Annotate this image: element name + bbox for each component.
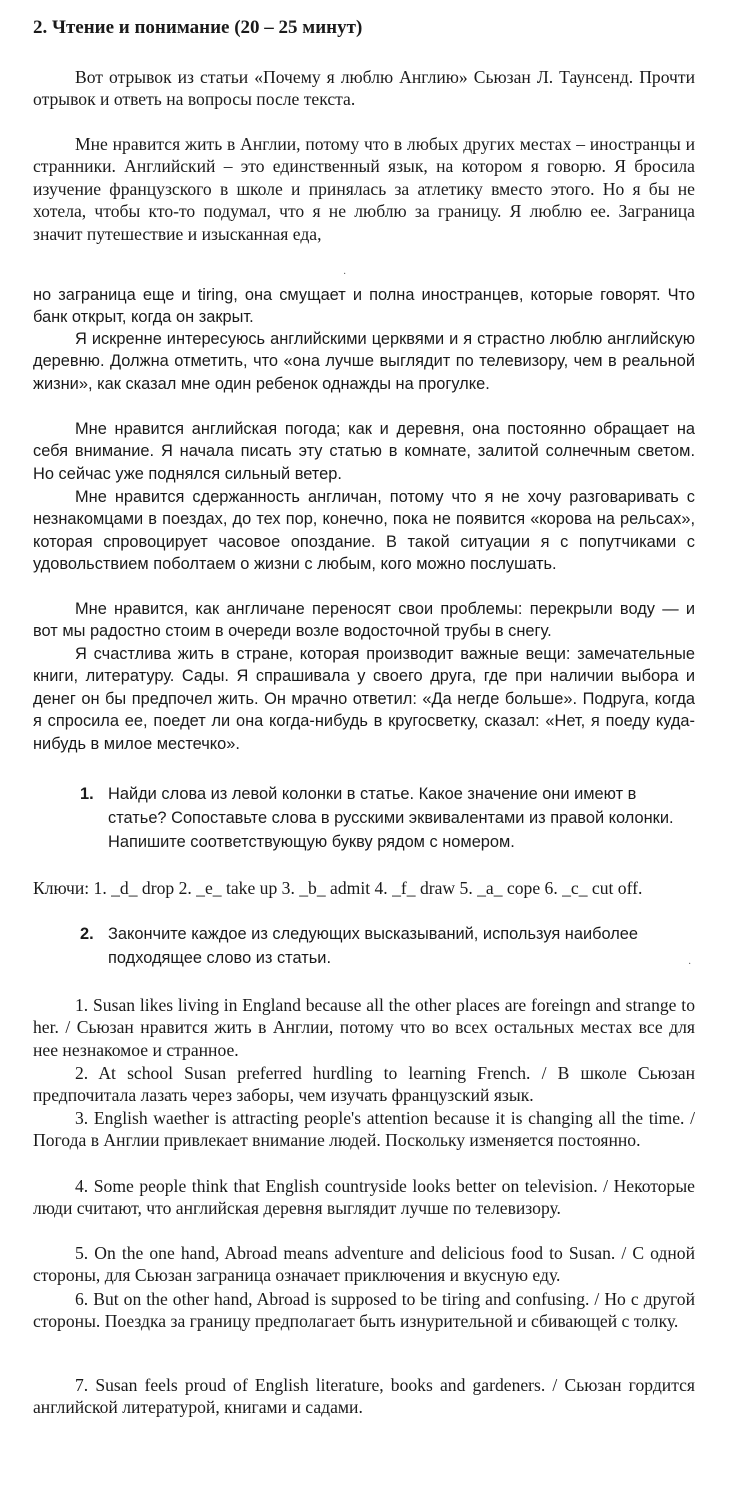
answer-3: 3. English waether is attracting people's attention because it is changing all the time. / Погода в Англии привлекает внимание людей. Поскольку изменяется постоянно.: [33, 1108, 695, 1151]
passage-paragraph-3: Я искренне интересуюсь английскими церквями и я страстно люблю английскую деревню. Должна отметить, что «она лучше выглядит по телевизору, чем в реальной жизни», как сказал мне один ребенок однажды на прогулке.: [33, 330, 695, 393]
answer-5: 5. On the one hand, Abroad means adventure and delicious food to Susan. / С одной стороны, для Сьюзан заграница означает приключения и вкусную еду.: [33, 1243, 695, 1286]
task-2-text: Закончите каждое из следующих высказываний, используя наиболее подходящее слово из статьи.: [108, 925, 639, 967]
task-1-text: Найди слова из левой колонки в статье. Какое значение они имеют в статье? Сопоставьте слова в русскими эквивалентами из правой колонки. Напишите соответствующую букву рядом с номером.: [108, 785, 674, 851]
scan-speck: ·: [688, 959, 692, 970]
task-2-number: 2.: [80, 925, 94, 943]
answer-1: 1. Susan likes living in England because all the other places are foreingn and strange to her. / Сьюзан нравится жить в Англии, потому что во всех остальных местах все для нее незнакомое и странное.: [33, 995, 695, 1060]
task-1-number: 1.: [80, 785, 94, 803]
answer-2: 2. At school Susan preferred hurdling to learning French. / В школе Сьюзан предпочитала лазать через заборы, чем изучать французский язык.: [33, 1063, 695, 1106]
passage-paragraph-4: Мне нравится английская погода; как и деревня, она постоянно обращает на себя внимание. Я начала писать эту статью в комнате, залитой солнечным светом. Но сейчас уже поднялся сильный ветер.: [33, 420, 695, 483]
passage-paragraph-6: Мне нравится, как англичане переносят свои проблемы: перекрыли воду — и вот мы радостно стоим в очереди возле водосточной трубы в снегу.: [33, 600, 695, 641]
task-2: [80, 922, 694, 970]
passage-paragraph-1: Мне нравится жить в Англии, потому что в любых других местах – иностранцы и странники. Английский – это единственный язык, на котором я говорю. Я бросила изучение французского в школе и принялась за атлетику вместо этого. Но я бы не хотела, чтобы кто-то подумал, что я не люблю за границу. Я люблю ее. Заграница значит путешествие и изысканная еда,: [33, 134, 695, 244]
scan-speck: ·: [343, 269, 347, 280]
passage-paragraph-2: но заграница еще и tiring, она смущает и полна иностранцев, которые говорят. Что банк открыт, когда он закрыт.: [33, 286, 695, 327]
answer-keys: Ключи: 1. _d_ drop 2. _e_ take up 3. _b_ admit 4. _f_ draw 5. _a_ cope 6. _c_ cut off.: [33, 878, 643, 898]
intro-paragraph: Вот отрывок из статьи «Почему я люблю Англию» Сьюзан Л. Таунсенд. Прочти отрывок и ответь на вопросы после текста.: [33, 67, 695, 110]
task-1: [80, 782, 694, 854]
passage-paragraph-7: Я счастлива жить в стране, которая производит важные вещи: замечательные книги, литературу. Сады. Я спрашивала у своего друга, где при наличии выбора и денег он бы предпочел жить. Он мрачно ответил: «Да негде больше». Подруга, когда я спросила ее, поедет ли она когда-нибудь в кругосветку, сказал: «Нет, я поеду куда-нибудь в милое местечко».: [33, 645, 695, 753]
section-title: 2. Чтение и понимание (20 – 25 минут): [33, 17, 363, 38]
passage-paragraph-5: Мне нравится сдержанность англичан, потому что я не хочу разговаривать с незнакомцами в поездах, до тех пор, конечно, пока не появится «корова на рельсах», которая спровоцирует часовое опоздание. В такой ситуации я с попутчиками с удовольствием поболтаем о жизни с любым, кого можно послушать.: [33, 488, 695, 574]
answer-6: 6. But on the other hand, Abroad is supposed to be tiring and confusing. / Но с другой стороны. Поездка за границу предполагает быть изнурительной и сбивающей с толку.: [33, 1289, 695, 1332]
answer-4: 4. Some people think that English countryside looks better on television. / Некоторые люди считают, что английская деревня выглядит лучше по телевизору.: [33, 1176, 695, 1219]
answer-7: 7. Susan feels proud of English literature, books and gardeners. / Сьюзан гордится английской литературой, книгами и садами.: [33, 1375, 695, 1418]
